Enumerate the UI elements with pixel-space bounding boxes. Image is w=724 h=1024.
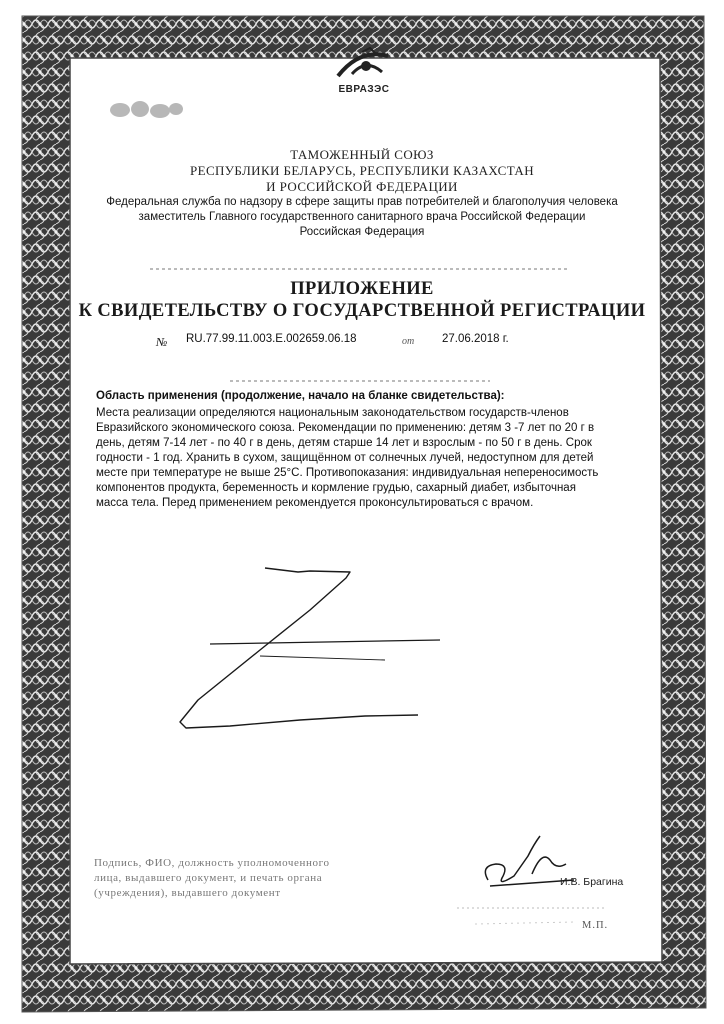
scope-body: Места реализации определяются национальным законодательством государств-членов Евразийского экономического союза. Рекомендации по применению: детям 3 -7 лет по 20 г в день, детям 7-14 лет - по 40 г в день, детям старше 14 лет и взрослым - по 50 г в день. Срок годности - 1 год. Хранить в сухом, защищённом от солнечных лучей, недоступном для детей месте при температуре не выше 25°С. Противопоказания: индивидуальная непереносимость компонентов продукта, беременность и кормление грудью, сахарный диабет, избыточная масса тела. Перед применением рекомендуется проконсультироваться с врачом. (96, 407, 599, 509)
handwritten-signature (470, 830, 580, 900)
signature-caption (94, 856, 414, 901)
scope-section (96, 389, 606, 511)
issuing-agency: Федеральная служба по надзору в сфере защиты прав потребителей и благополучия человека (106, 196, 618, 208)
title-line-1: ПРИЛОЖЕНИЕ (290, 279, 434, 299)
divider-line (230, 380, 490, 382)
cancellation-stroke (150, 560, 450, 745)
caption-line-1: Подпись, ФИО, должность уполномоченного (94, 857, 330, 869)
logo-text: ЕВРАЗЭС (338, 84, 390, 95)
caption-line-3: (учреждения), выдавшего документ (94, 887, 281, 899)
document-title (60, 278, 664, 322)
registration-row (150, 333, 570, 353)
registration-number: RU.77.99.11.003.Е.002659.06.18 (186, 333, 357, 345)
stamp-imprint (455, 898, 615, 938)
eurasec-logo-icon (332, 46, 394, 82)
header-line-3: И РОССИЙСКОЙ ФЕДЕРАЦИИ (266, 179, 458, 194)
signer-name: И.В. Брагина (560, 876, 624, 888)
country-name: Российская Федерация (299, 226, 425, 238)
title-line-2: К СВИДЕТЕЛЬСТВУ О ГОСУДАРСТВЕННОЙ РЕГИСТРАЦИИ (78, 301, 646, 321)
header-line-1: ТАМОЖЕННЫЙ СОЮЗ (290, 147, 434, 162)
divider-line (150, 268, 570, 270)
seal-label: М.П. (582, 920, 609, 931)
from-sign: от (402, 336, 415, 347)
scan-smudge (108, 97, 186, 123)
document-header (60, 147, 664, 240)
scope-heading: Область применения (продолжение, начало на бланке свидетельства): (96, 390, 505, 402)
number-sign: № (156, 335, 168, 349)
official-title: заместитель Главного государственного санитарного врача Российской Федерации (138, 211, 586, 223)
header-line-2: РЕСПУБЛИКИ БЕЛАРУСЬ, РЕСПУБЛИКИ КАЗАХСТАН (189, 163, 535, 178)
registration-date: 27.06.2018 г. (442, 333, 509, 345)
caption-line-2: лица, выдавшего документ, и печать органа (94, 872, 323, 884)
